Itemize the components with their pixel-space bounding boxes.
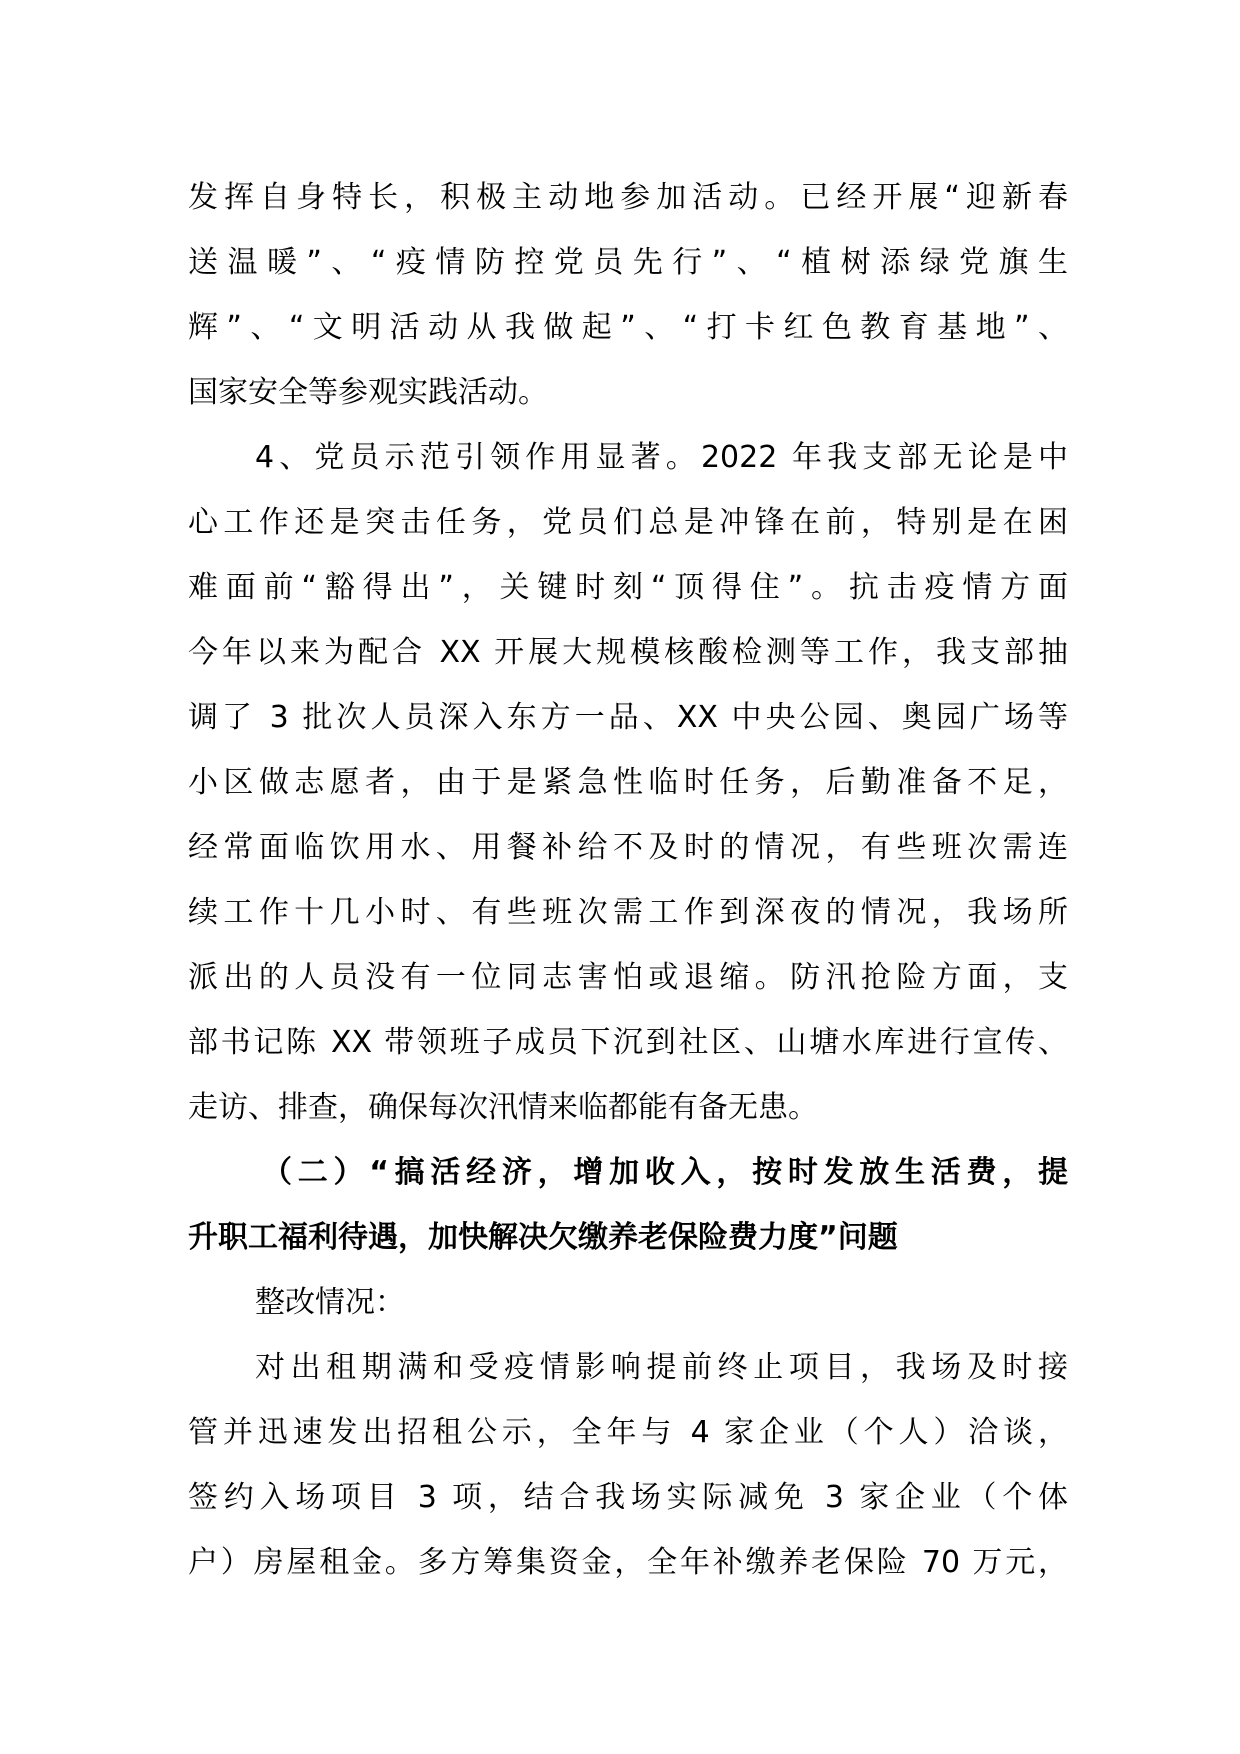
paragraph-line: 送温暖”、“疫情防控党员先行”、“植树添绿党旗生 [188, 245, 1068, 280]
section-heading-line: 升职工福利待遇，加快解决欠缴养老保险费力度”问题 [188, 1220, 898, 1255]
section-heading-line: （二）“搞活经济，增加收入，按时发放生活费，提 [262, 1155, 1068, 1190]
paragraph-line: 国家安全等参观实践活动。 [188, 375, 548, 410]
paragraph-line: 对出租期满和受疫情影响提前终止项目，我场及时接 [255, 1350, 1068, 1385]
paragraph-line: 走访、排查，确保每次汛情来临都能有备无患。 [188, 1090, 818, 1125]
paragraph-line: 今年以来为配合 XX 开展大规模核酸检测等工作，我支部抽 [188, 635, 1068, 670]
paragraph-line: 户）房屋租金。多方筹集资金，全年补缴养老保险 70 万元， [188, 1545, 1068, 1580]
paragraph-line: 心工作还是突击任务，党员们总是冲锋在前，特别是在困 [188, 505, 1068, 540]
paragraph-line: 辉”、“文明活动从我做起”、“打卡红色教育基地”、 [188, 310, 1068, 345]
paragraph-line: 派出的人员没有一位同志害怕或退缩。防汛抢险方面，支 [188, 960, 1068, 995]
paragraph-line: 发挥自身特长，积极主动地参加活动。已经开展“迎新春 [188, 180, 1068, 215]
paragraph-line: 经常面临饮用水、用餐补给不及时的情况，有些班次需连 [188, 830, 1068, 865]
paragraph-line: 小区做志愿者，由于是紧急性临时任务，后勤准备不足， [188, 765, 1068, 800]
subheading-line: 整改情况： [255, 1285, 405, 1320]
paragraph-line: 4、党员示范引领作用显著。2022 年我支部无论是中 [255, 440, 1068, 475]
paragraph-line: 难面前“豁得出”，关键时刻“顶得住”。抗击疫情方面 [188, 570, 1068, 605]
paragraph-line: 调了 3 批次人员深入东方一品、XX 中央公园、奥园广场等 [188, 700, 1068, 735]
paragraph-line: 签约入场项目 3 项，结合我场实际减免 3 家企业（个体 [188, 1480, 1068, 1515]
paragraph-line: 续工作十几小时、有些班次需工作到深夜的情况，我场所 [188, 895, 1068, 930]
paragraph-line: 管并迅速发出招租公示，全年与 4 家企业（个人）洽谈， [188, 1415, 1068, 1450]
paragraph-line: 部书记陈 XX 带领班子成员下沉到社区、山塘水库进行宣传、 [188, 1025, 1068, 1060]
